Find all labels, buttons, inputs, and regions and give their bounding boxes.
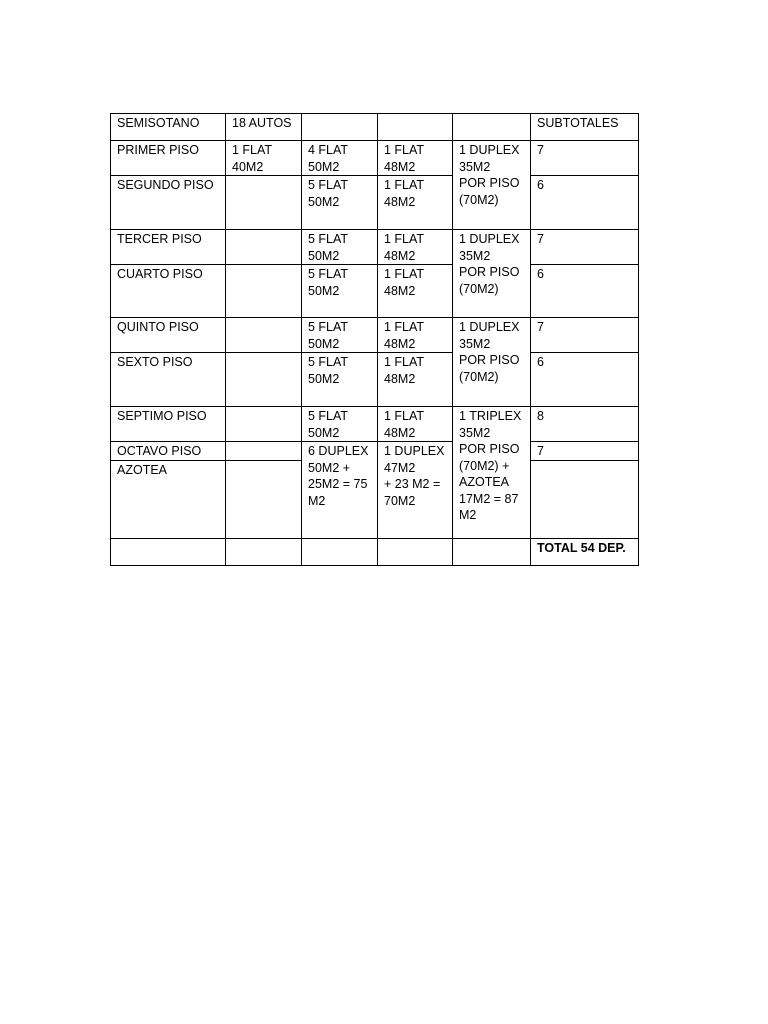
duplex-group-cell: 1 DUPLEX 35M2 POR PISO (70M2) <box>453 141 531 230</box>
flat-cell: 1 FLAT 48M2 <box>378 353 453 407</box>
subtotal-cell: 6 <box>531 265 639 318</box>
unit-cell <box>226 176 302 230</box>
subtotal-cell: 7 <box>531 230 639 265</box>
subtotal-cell: 7 <box>531 141 639 176</box>
total-cell: TOTAL 54 DEP. <box>531 538 639 565</box>
duplex-group-cell: 1 DUPLEX 35M2 POR PISO (70M2) <box>453 230 531 318</box>
level-cell: OCTAVO PISO <box>111 442 226 461</box>
table-row <box>111 353 639 407</box>
level-cell: SEXTO PISO <box>111 353 226 407</box>
unit-cell <box>226 442 302 461</box>
table-row <box>111 176 639 230</box>
empty-cell <box>111 538 226 565</box>
flat-cell: 1 FLAT 48M2 <box>378 141 453 176</box>
table-row <box>111 230 639 265</box>
flat-cell: 5 FLAT 50M2 <box>302 407 378 442</box>
empty-cell <box>378 114 453 141</box>
table-row <box>111 442 639 461</box>
empty-cell <box>378 538 453 565</box>
flat-cell: 5 FLAT 50M2 <box>302 265 378 318</box>
subtotal-cell: 7 <box>531 442 639 461</box>
table-row <box>111 318 639 353</box>
flat-cell: 5 FLAT 50M2 <box>302 176 378 230</box>
flat-cell: 5 FLAT 50M2 <box>302 318 378 353</box>
flat-cell: 5 FLAT 50M2 <box>302 230 378 265</box>
flat-cell: 1 FLAT 48M2 <box>378 230 453 265</box>
level-cell: QUINTO PISO <box>111 318 226 353</box>
unit-cell <box>226 265 302 318</box>
level-cell: TERCER PISO <box>111 230 226 265</box>
triplex-group-cell: 1 TRIPLEX 35M2 POR PISO (70M2) + AZOTEA 17M2 = 87 M2 <box>453 407 531 539</box>
level-cell: PRIMER PISO <box>111 141 226 176</box>
unit-cell: 1 FLAT 40M2 <box>226 141 302 176</box>
table-row <box>111 407 639 442</box>
level-cell: AZOTEA <box>111 460 226 538</box>
parking-cell: 18 AUTOS <box>226 114 302 141</box>
level-cell: SEMISOTANO <box>111 114 226 141</box>
flat-cell: 1 FLAT 48M2 <box>378 176 453 230</box>
flat-cell: 4 FLAT 50M2 <box>302 141 378 176</box>
unit-cell <box>226 230 302 265</box>
unit-cell <box>226 407 302 442</box>
empty-cell <box>226 538 302 565</box>
empty-cell <box>453 114 531 141</box>
unit-cell <box>226 353 302 407</box>
subtotal-cell: 6 <box>531 176 639 230</box>
table-row <box>111 265 639 318</box>
subtotal-cell: 7 <box>531 318 639 353</box>
flat-cell: 1 FLAT 48M2 <box>378 407 453 442</box>
subtotals-header: SUBTOTALES <box>531 114 639 141</box>
empty-cell <box>302 114 378 141</box>
unit-cell <box>226 460 302 538</box>
level-cell: SEGUNDO PISO <box>111 176 226 230</box>
table-row-semisotano <box>111 114 639 141</box>
unit-cell <box>226 318 302 353</box>
duplex-cell: 1 DUPLEX 47M2 + 23 M2 = 70M2 <box>378 442 453 539</box>
level-cell: SEPTIMO PISO <box>111 407 226 442</box>
subtotal-cell: 8 <box>531 407 639 442</box>
table-row <box>111 141 639 176</box>
empty-cell <box>453 538 531 565</box>
duplex-group-cell: 1 DUPLEX 35M2 POR PISO (70M2) <box>453 318 531 407</box>
flat-cell: 1 FLAT 48M2 <box>378 318 453 353</box>
empty-cell <box>302 538 378 565</box>
flat-cell: 1 FLAT 48M2 <box>378 265 453 318</box>
subtotal-cell <box>531 460 639 538</box>
apartment-distribution-table <box>110 113 639 566</box>
subtotal-cell: 6 <box>531 353 639 407</box>
duplex-cell: 6 DUPLEX 50M2 + 25M2 = 75 M2 <box>302 442 378 539</box>
flat-cell: 5 FLAT 50M2 <box>302 353 378 407</box>
table-row-total <box>111 538 639 565</box>
level-cell: CUARTO PISO <box>111 265 226 318</box>
